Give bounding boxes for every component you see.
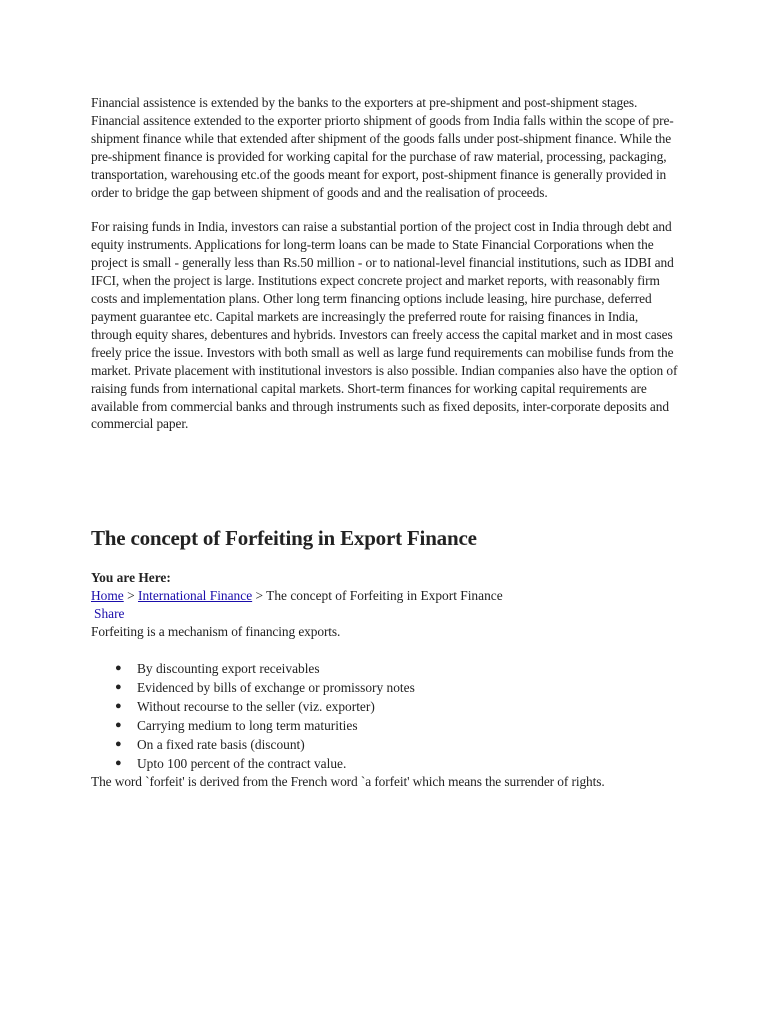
list-item: ● Without recourse to the seller (viz. exporter): [115, 699, 375, 715]
breadcrumb-separator: >: [252, 588, 267, 604]
you-are-here-label: You are Here:: [91, 570, 171, 586]
bullet-icon: ●: [115, 757, 122, 770]
spacer: [91, 201, 679, 218]
share-link[interactable]: Share: [94, 606, 125, 622]
bullet-icon: ●: [115, 700, 122, 713]
bullet-icon: ●: [115, 719, 122, 732]
paragraph-export-finance: Financial assistence is extended by the banks to the exporters at pre-shipment and post-shipment stages. Financial assitence extended to the exporter priorto shipment of goods from India falls within the scope of pre-shipment finance while that extended after shipment of the goods falls under post-shipment finance. While the pre-shipment finance is provided for working capital for the purchase of raw material, processing, packaging, transportation, warehousing etc.of the goods meant for export, post-shipment finance is generally provided in order to bridge the gap between shipment of goods and and the realisation of proceeds.: [91, 95, 674, 200]
forfeiting-points-list: [91, 659, 679, 773]
page-title: The concept of Forfeiting in Export Finance: [91, 526, 477, 551]
document-content: [91, 94, 679, 791]
bullet-icon: ●: [115, 662, 122, 675]
intro-text: Forfeiting is a mechanism of financing exports.: [91, 624, 341, 640]
list-item: ● Upto 100 percent of the contract value.: [115, 756, 347, 772]
list-item: ● Carrying medium to long term maturities: [115, 718, 358, 734]
bullet-icon: ●: [115, 681, 122, 694]
breadcrumb-home-link[interactable]: Home: [91, 588, 124, 604]
bullet-icon: ●: [115, 738, 122, 751]
spacer: [91, 433, 679, 525]
breadcrumb-international-finance-link[interactable]: International Finance: [137, 588, 253, 604]
list-item: ● By discounting export receivables: [115, 661, 320, 677]
breadcrumb-separator: >: [123, 588, 138, 604]
breadcrumb-current: The concept of Forfeiting in Export Finance: [266, 588, 503, 604]
list-item: ● On a fixed rate basis (discount): [115, 737, 305, 753]
share-area: [91, 605, 679, 623]
breadcrumb: [91, 587, 679, 605]
paragraph-raising-funds: For raising funds in India, investors can raise a substantial portion of the project cost in India through debt and equity instruments. Applications for long-term loans can be made to State Financial Corporations when the project is small - generally less than Rs.50 million - or to national-level financial institutions, such as IDBI and IFCI, when the project is large. Institutions expect concrete project and market reports, with reasonably firm costs and implementation plans. Other long term financing options include leasing, hire purchase, deferred payment guarantee etc. Capital markets are increasingly the preferred route for raising finances in India, through equity shares, debentures and hybrids. Investors can freely access the capital market and in most cases freely price the issue. Investors with both small as well as large fund requirements can mobilise funds from the market. Private placement with institutional investors is also possible. Indian companies also have the option of raising funds from international capital markets. Short-term finances for working capital requirements are available from commercial banks and through instruments such as fixed deposits, inter-corporate deposits and commercial paper.: [91, 219, 678, 432]
paragraph-forfeit-etymology: The word `forfeit' is derived from the French word `a forfeit' which means the surrender of rights.: [91, 774, 605, 790]
list-item: ● Evidenced by bills of exchange or promissory notes: [115, 680, 415, 696]
